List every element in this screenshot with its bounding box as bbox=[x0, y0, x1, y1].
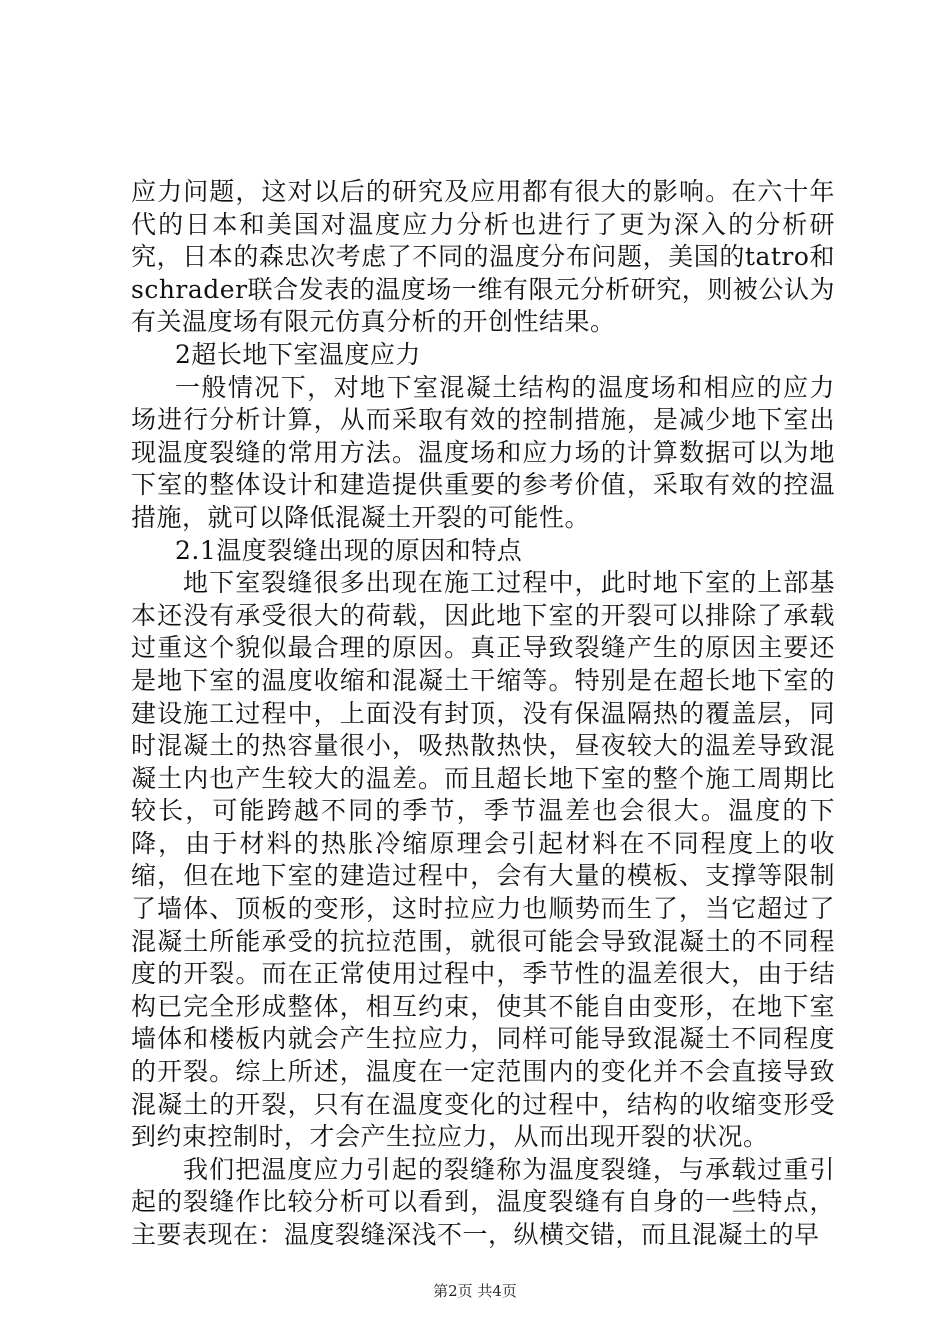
paragraph-intro-continued: 应力问题，这对以后的研究及应用都有很大的影响。在六十年代的日本和美国对温度应力分析也进行了更为深入的分析研究，日本的森忠次考虑了不同的温度分布问题，美国的tatro和schrader联合发表的温度场一维有限元分析研究，则被公认为有关温度场有限元仿真分析的开创性结果。 bbox=[131, 177, 835, 337]
paragraph-section-2: 一般情况下，对地下室混凝土结构的温度场和相应的应力场进行分析计算，从而采取有效的控制措施，是减少地下室出现温度裂缝的常用方法。温度场和应力场的计算数据可以为地下室的整体设计和建造提供重要的参考价值，采取有效的控温措施，就可以降低混凝土开裂的可能性。 bbox=[131, 372, 835, 532]
page-number-footer: 第2页 共4页 bbox=[433, 1282, 517, 1300]
section-heading-2-1: 2.1温度裂缝出现的原因和特点 bbox=[175, 535, 523, 565]
section-heading-2: 2超长地下室温度应力 bbox=[175, 339, 421, 369]
paragraph-crack-causes: 地下室裂缝很多出现在施工过程中，此时地下室的上部基本还没有承受很大的荷载，因此地下室的开裂可以排除了承载过重这个貌似最合理的原因。真正导致裂缝产生的原因主要还是地下室的温度收缩和混凝土干缩等。特别是在超长地下室的建设施工过程中，上面没有封顶，没有保温隔热的覆盖层，同时混凝土的热容量很小，吸热散热快，昼夜较大的温差导致混凝土内也产生较大的温差。而且超长地下室的整个施工周期比较长，可能跨越不同的季节，季节温差也会很大。温度的下降，由于材料的热胀冷缩原理会引起材料在不同程度上的收缩，但在地下室的建造过程中，会有大量的模板、支撑等限制了墙体、顶板的变形，这时拉应力也顺势而生了，当它超过了混凝土所能承受的抗拉范围，就很可能会导致混凝土的不同程度的开裂。而在正常使用过程中，季节性的温差很大，由于结构已完全形成整体，相互约束，使其不能自由变形，在地下室墙体和楼板内就会产生拉应力，同样可能导致混凝土不同程度的开裂。综上所述，温度在一定范围内的变化并不会直接导致混凝土的开裂，只有在温度变化的过程中，结构的收缩变形受到约束控制时，才会产生拉应力，从而出现开裂的状况。 bbox=[131, 568, 835, 1152]
page-content bbox=[131, 176, 835, 1252]
paragraph-crack-features: 我们把温度应力引起的裂缝称为温度裂缝，与承载过重引起的裂缝作比较分析可以看到，温度裂缝有自身的一些特点，主要表现在：温度裂缝深浅不一，纵横交错，而且混凝土的早 bbox=[131, 1154, 835, 1249]
